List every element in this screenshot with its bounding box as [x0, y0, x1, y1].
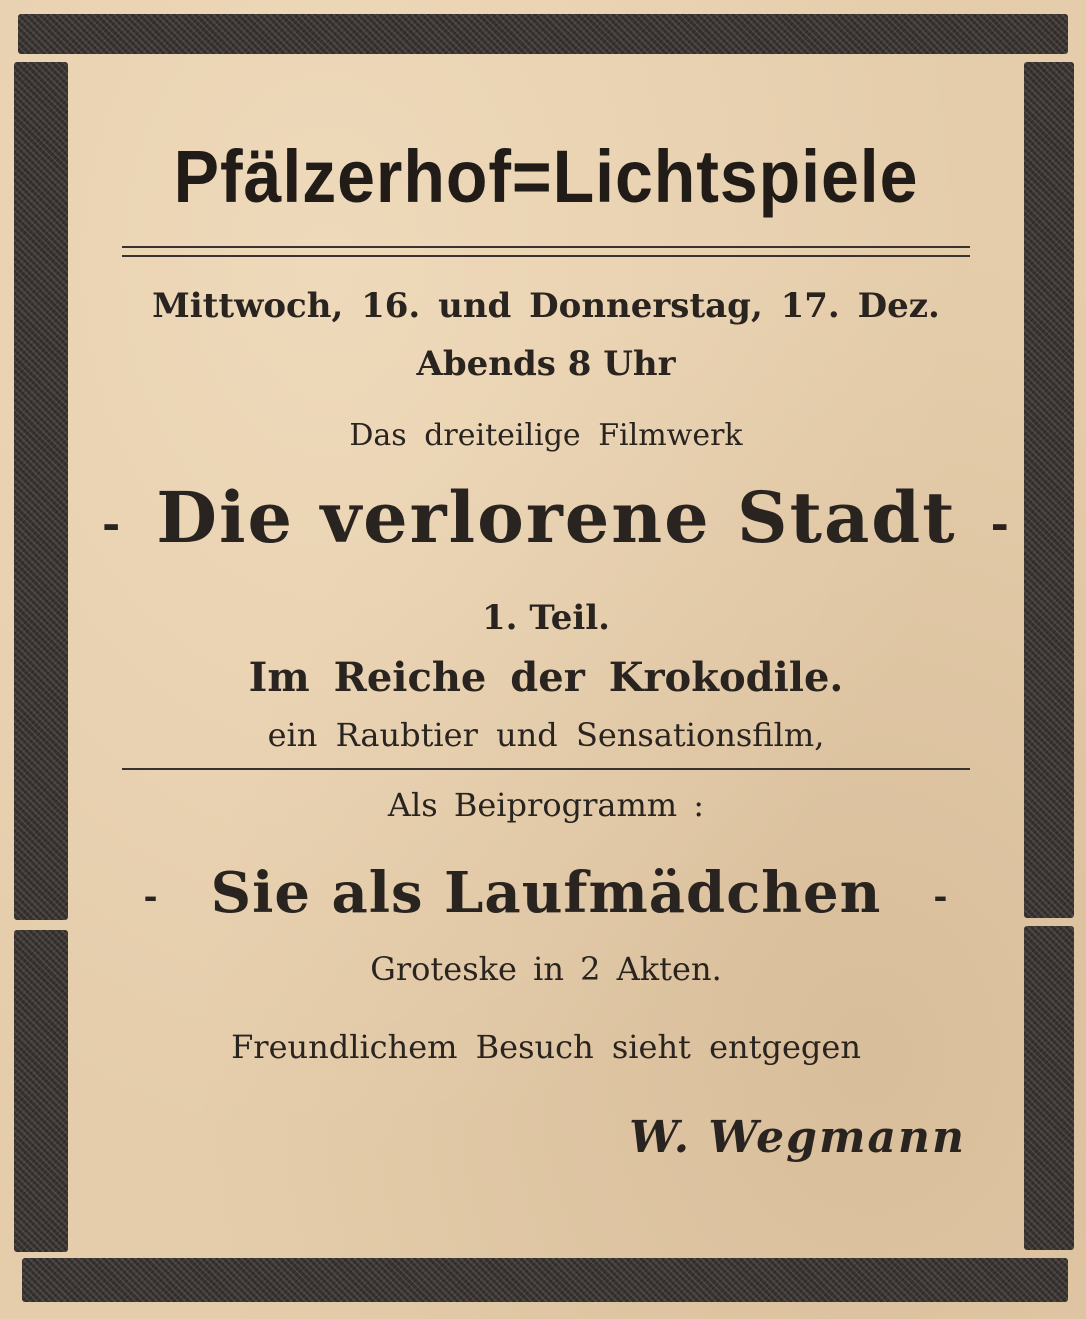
border-left-upper	[14, 62, 68, 920]
dash-left: -	[143, 877, 159, 918]
film-subtitle: Im Reiche der Krokodile.	[248, 654, 844, 701]
film-genre: ein Raubtier und Sensationsfilm,	[267, 716, 825, 754]
supporting-program-label: Als Beiprogramm :	[387, 786, 705, 824]
film-intro: Das dreiteilige Filmwerk	[349, 418, 743, 453]
film-part: 1. Teil.	[481, 598, 611, 638]
second-film-title: Sie als Laufmädchen	[210, 860, 882, 926]
second-film-title-line	[68, 860, 1024, 926]
dash-right: -	[990, 498, 1011, 550]
border-bottom	[22, 1258, 1068, 1302]
border-right-upper	[1024, 62, 1074, 918]
border-right-lower	[1024, 926, 1074, 1250]
border-top	[18, 14, 1068, 54]
border-left-lower	[14, 930, 68, 1252]
single-rule-divider	[122, 768, 970, 770]
dash-right: -	[933, 877, 949, 918]
dash-left: -	[102, 498, 123, 550]
second-film-genre: Groteske in 2 Akten.	[370, 950, 722, 988]
advertisement-body	[68, 54, 1024, 1258]
signature: W. Wegmann	[629, 1112, 966, 1163]
film-title: Die verlorene Stadt	[156, 476, 957, 559]
closing-text: Freundlichem Besuch sieht entgegen	[231, 1028, 861, 1066]
screening-time: Abends 8 Uhr	[416, 344, 676, 384]
double-rule-divider	[122, 246, 970, 257]
screening-dates: Mittwoch, 16. und Donnerstag, 17. Dez.	[152, 286, 940, 326]
cinema-title: Pfälzerhof=Lichtspiele	[173, 135, 919, 218]
film-title-line	[68, 476, 1024, 559]
